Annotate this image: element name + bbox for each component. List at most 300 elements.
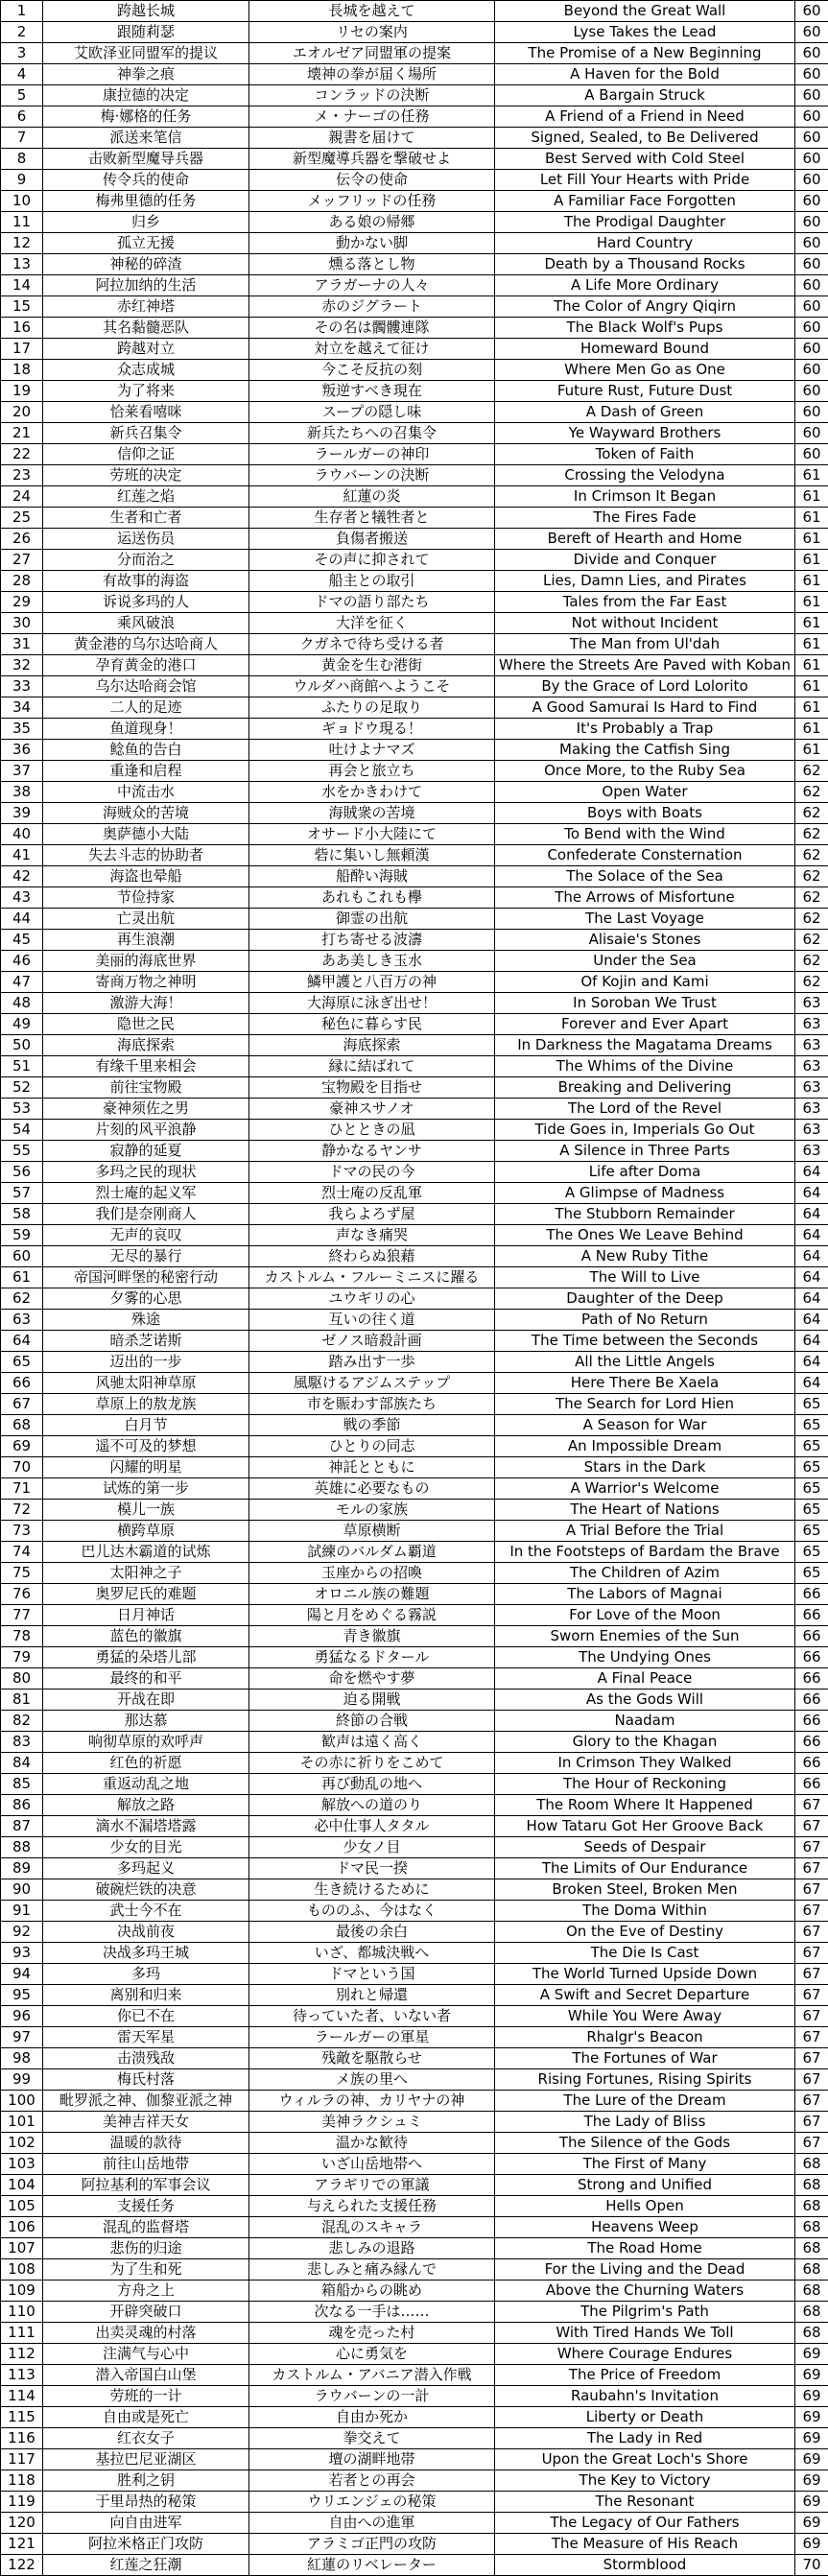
quest-number: 74 <box>1 1542 43 1563</box>
quest-name-japanese: オサード小大陸にて <box>249 824 495 845</box>
quest-name-japanese: 残敵を駆散らせ <box>249 2048 495 2069</box>
quest-name-english: Stars in the Dark <box>495 1457 795 1478</box>
quest-name-chinese: 方舟之上 <box>43 2281 249 2302</box>
quest-number: 36 <box>1 740 43 761</box>
quest-name-chinese: 悲伤的归途 <box>43 2238 249 2259</box>
table-row <box>1 1077 828 1099</box>
table-row <box>1 1858 828 1879</box>
quest-level: 67 <box>795 1879 828 1901</box>
quest-number: 15 <box>1 296 43 318</box>
quest-name-chinese: 遥不可及的梦想 <box>43 1436 249 1457</box>
quest-level: 62 <box>795 845 828 866</box>
quest-level: 69 <box>795 2386 828 2407</box>
quest-number: 33 <box>1 676 43 697</box>
table-row <box>1 1478 828 1500</box>
table-row <box>1 1943 828 1964</box>
quest-name-chinese: 奥罗尼氏的难题 <box>43 1584 249 1605</box>
quest-level: 61 <box>795 719 828 740</box>
quest-name-japanese: 美神ラクシュミ <box>249 2112 495 2133</box>
quest-name-japanese: 叛逆すべき現在 <box>249 381 495 402</box>
quest-name-english: The Color of Angry Qiqirn <box>495 296 795 318</box>
quest-name-english: A Final Peace <box>495 1668 795 1690</box>
quest-number: 38 <box>1 782 43 803</box>
quest-name-chinese: 暗杀芝诺斯 <box>43 1331 249 1352</box>
table-row <box>1 170 828 191</box>
table-row <box>1 529 828 550</box>
quest-number: 29 <box>1 592 43 613</box>
quest-name-chinese: 自由或是死亡 <box>43 2407 249 2428</box>
quest-name-chinese: 劳班的一计 <box>43 2386 249 2407</box>
quest-name-english: For Love of the Moon <box>495 1605 795 1626</box>
quest-name-chinese: 美丽的海底世界 <box>43 951 249 972</box>
table-row <box>1 972 828 993</box>
quest-number: 62 <box>1 1288 43 1310</box>
quest-name-japanese: 黄金を生む港街 <box>249 655 495 676</box>
quest-number: 18 <box>1 360 43 381</box>
quest-number: 98 <box>1 2048 43 2069</box>
quest-name-chinese: 寂静的延夏 <box>43 1141 249 1162</box>
quest-level: 62 <box>795 972 828 993</box>
quest-name-japanese: 自由への進軍 <box>249 2513 495 2534</box>
table-row <box>1 866 828 887</box>
quest-name-chinese: 日月神话 <box>43 1605 249 1626</box>
quest-name-english: Divide and Conquer <box>495 550 795 571</box>
quest-name-english: A Warrior's Welcome <box>495 1478 795 1500</box>
quest-name-chinese: 恰莱看嘻咪 <box>43 402 249 423</box>
quest-name-chinese: 节俭持家 <box>43 887 249 909</box>
table-row <box>1 1521 828 1542</box>
table-row <box>1 1373 828 1394</box>
quest-name-english: Stormblood <box>495 2555 795 2576</box>
quest-name-chinese: 传令兵的使命 <box>43 170 249 191</box>
quest-name-english: The Will to Live <box>495 1267 795 1288</box>
quest-name-chinese: 新兵召集令 <box>43 423 249 444</box>
quest-level: 63 <box>795 1035 828 1056</box>
quest-name-chinese: 模儿一族 <box>43 1500 249 1521</box>
quest-name-chinese: 帝国河畔堡的秘密行动 <box>43 1267 249 1288</box>
quest-number: 23 <box>1 465 43 486</box>
quest-name-english: The Children of Azim <box>495 1563 795 1584</box>
quest-name-japanese: ふたりの足取り <box>249 697 495 719</box>
quest-name-english: Signed, Sealed, to Be Delivered <box>495 128 795 149</box>
quest-name-japanese: リセの案内 <box>249 22 495 43</box>
quest-name-japanese: 迫る開戦 <box>249 1690 495 1711</box>
quest-level: 61 <box>795 634 828 655</box>
table-row <box>1 2323 828 2344</box>
quest-name-japanese: オロニル族の難題 <box>249 1584 495 1605</box>
quest-name-japanese: 草原横断 <box>249 1521 495 1542</box>
quest-name-chinese: 多玛之民的现状 <box>43 1162 249 1183</box>
quest-name-chinese: 雷天军星 <box>43 2027 249 2048</box>
quest-name-english: In Crimson They Walked <box>495 1753 795 1774</box>
table-row <box>1 1225 828 1246</box>
quest-name-japanese: 吐けよナマズ <box>249 740 495 761</box>
quest-name-chinese: 蓝色的徽旗 <box>43 1626 249 1647</box>
quest-name-japanese: 鱗甲護と八百万の神 <box>249 972 495 993</box>
quest-name-chinese: 支援任务 <box>43 2196 249 2217</box>
quest-name-japanese: 終節の合戦 <box>249 1711 495 1732</box>
quest-name-english: The Prodigal Daughter <box>495 212 795 233</box>
table-row <box>1 1457 828 1478</box>
quest-name-english: A Friend of a Friend in Need <box>495 106 795 128</box>
table-row <box>1 2386 828 2407</box>
quest-name-chinese: 美神吉祥天女 <box>43 2112 249 2133</box>
quest-name-japanese: 悲しみと痛み縁んで <box>249 2259 495 2281</box>
quest-name-chinese: 风驰太阳神草原 <box>43 1373 249 1394</box>
quest-name-english: Lies, Damn Lies, and Pirates <box>495 571 795 592</box>
quest-number: 52 <box>1 1077 43 1099</box>
quest-name-japanese: 混乱のスキャラ <box>249 2217 495 2238</box>
quest-name-japanese: あれもこれも欅 <box>249 887 495 909</box>
table-row <box>1 2407 828 2428</box>
quest-name-japanese: 秘色に暮らす民 <box>249 1014 495 1035</box>
quest-level: 69 <box>795 2365 828 2386</box>
quest-name-japanese: 新型魔導兵器を撃破せよ <box>249 149 495 170</box>
quest-name-english: The Heart of Nations <box>495 1500 795 1521</box>
quest-number: 56 <box>1 1162 43 1183</box>
quest-level: 62 <box>795 782 828 803</box>
quest-name-chinese: 勇猛的朵塔儿部 <box>43 1647 249 1668</box>
quest-name-japanese: 海底探索 <box>249 1035 495 1056</box>
quest-name-english: Bereft of Hearth and Home <box>495 529 795 550</box>
quest-level: 66 <box>795 1647 828 1668</box>
quest-number: 14 <box>1 275 43 296</box>
table-row <box>1 2133 828 2154</box>
quest-number: 111 <box>1 2323 43 2344</box>
table-row <box>1 444 828 465</box>
quest-level: 64 <box>795 1162 828 1183</box>
quest-number: 66 <box>1 1373 43 1394</box>
quest-level: 61 <box>795 655 828 676</box>
quest-name-english: Where the Streets Are Paved with Koban <box>495 655 795 676</box>
quest-name-japanese: 親書を届けて <box>249 128 495 149</box>
quest-name-japanese: ラウバーンの決断 <box>249 465 495 486</box>
quest-name-japanese: 今こそ反抗の刻 <box>249 360 495 381</box>
quest-name-english: As the Gods Will <box>495 1690 795 1711</box>
quest-name-japanese: 燻る落とし物 <box>249 254 495 275</box>
quest-level: 61 <box>795 508 828 529</box>
quest-name-japanese: 声なき痛哭 <box>249 1225 495 1246</box>
quest-name-chinese: 无尽的暴行 <box>43 1246 249 1267</box>
table-row <box>1 2112 828 2133</box>
quest-name-japanese: ラウバーンの一計 <box>249 2386 495 2407</box>
quest-name-english: Making the Catfish Sing <box>495 740 795 761</box>
quest-number: 24 <box>1 486 43 508</box>
quest-name-chinese: 阿拉米格正门攻防 <box>43 2534 249 2555</box>
quest-name-chinese: 滴水不漏塔塔露 <box>43 1816 249 1837</box>
table-row <box>1 1753 828 1774</box>
quest-number: 53 <box>1 1099 43 1120</box>
quest-level: 62 <box>795 761 828 782</box>
table-row <box>1 2048 828 2069</box>
quest-name-english: A Bargain Struck <box>495 85 795 106</box>
quest-level: 60 <box>795 170 828 191</box>
table-row <box>1 402 828 423</box>
table-row <box>1 1014 828 1035</box>
quest-name-japanese: 自由か死か <box>249 2407 495 2428</box>
quest-name-japanese: ドマの語り部たち <box>249 592 495 613</box>
quest-number: 48 <box>1 993 43 1014</box>
table-row <box>1 1352 828 1373</box>
quest-name-english: By the Grace of Lord Lolorito <box>495 676 795 697</box>
quest-name-chinese: 黄金港的乌尔达哈商人 <box>43 634 249 655</box>
quest-number: 96 <box>1 2006 43 2027</box>
quest-number: 97 <box>1 2027 43 2048</box>
table-row <box>1 275 828 296</box>
quest-name-english: Beyond the Great Wall <box>495 1 795 22</box>
quest-name-chinese: 跟随莉瑟 <box>43 22 249 43</box>
quest-name-chinese: 基拉巴尼亚湖区 <box>43 2449 249 2470</box>
table-row <box>1 1056 828 1077</box>
quest-name-english: In the Footsteps of Bardam the Brave <box>495 1542 795 1563</box>
quest-level: 69 <box>795 2534 828 2555</box>
quest-name-japanese: アラガーナの人々 <box>249 275 495 296</box>
table-row <box>1 1120 828 1141</box>
quest-level: 64 <box>795 1225 828 1246</box>
quest-name-japanese: 別れと帰還 <box>249 1985 495 2006</box>
table-row <box>1 1964 828 1985</box>
table-row <box>1 1922 828 1943</box>
table-row <box>1 951 828 972</box>
quest-number: 42 <box>1 866 43 887</box>
quest-number: 37 <box>1 761 43 782</box>
quest-name-japanese: 温かな歓待 <box>249 2133 495 2154</box>
table-row <box>1 2534 828 2555</box>
quest-level: 60 <box>795 149 828 170</box>
quest-number: 45 <box>1 930 43 951</box>
quest-level: 62 <box>795 803 828 824</box>
quest-name-chinese: 海贼众的苦境 <box>43 803 249 824</box>
quest-name-chinese: 众志成城 <box>43 360 249 381</box>
quest-level: 61 <box>795 613 828 634</box>
quest-name-chinese: 激游大海！ <box>43 993 249 1014</box>
quest-name-japanese: ウルダハ商館へようこそ <box>249 676 495 697</box>
table-row <box>1 1816 828 1837</box>
table-row <box>1 212 828 233</box>
quest-level: 67 <box>795 1837 828 1858</box>
quest-number: 100 <box>1 2091 43 2112</box>
table-row <box>1 1774 828 1795</box>
quest-level: 64 <box>795 1331 828 1352</box>
table-row <box>1 782 828 803</box>
quest-name-japanese: 壊神の拳が届く場所 <box>249 64 495 85</box>
quest-number: 41 <box>1 845 43 866</box>
quest-number: 89 <box>1 1858 43 1879</box>
quest-level: 65 <box>795 1394 828 1415</box>
quest-name-japanese: エオルゼア同盟軍の提案 <box>249 43 495 64</box>
quest-name-japanese: 動かない脚 <box>249 233 495 254</box>
quest-name-english: The Ones We Leave Behind <box>495 1225 795 1246</box>
quest-number: 27 <box>1 550 43 571</box>
quest-name-english: It's Probably a Trap <box>495 719 795 740</box>
table-row <box>1 2175 828 2196</box>
quest-level: 62 <box>795 951 828 972</box>
quest-name-japanese: 箱船からの眺め <box>249 2281 495 2302</box>
table-row <box>1 2365 828 2386</box>
table-row <box>1 1584 828 1605</box>
quest-name-english: The Limits of Our Endurance <box>495 1858 795 1879</box>
quest-name-chinese: 有缘千里来相会 <box>43 1056 249 1077</box>
quest-name-japanese: 最後の余白 <box>249 1922 495 1943</box>
quest-number: 5 <box>1 85 43 106</box>
quest-number: 91 <box>1 1901 43 1922</box>
quest-name-english: Liberty or Death <box>495 2407 795 2428</box>
quest-level: 60 <box>795 296 828 318</box>
quest-name-chinese: 夕雾的心思 <box>43 1288 249 1310</box>
quest-name-english: A Life More Ordinary <box>495 275 795 296</box>
quest-level: 63 <box>795 993 828 1014</box>
quest-name-japanese: メッフリッドの任務 <box>249 191 495 212</box>
quest-name-chinese: 太阳神之子 <box>43 1563 249 1584</box>
quest-name-chinese: 草原上的敖龙族 <box>43 1394 249 1415</box>
quest-level: 65 <box>795 1542 828 1563</box>
table-row <box>1 1267 828 1288</box>
quest-name-chinese: 梅·娜格的任务 <box>43 106 249 128</box>
table-row <box>1 761 828 782</box>
quest-number: 92 <box>1 1922 43 1943</box>
quest-name-english: A Glimpse of Madness <box>495 1183 795 1204</box>
quest-name-english: To Bend with the Wind <box>495 824 795 845</box>
quest-level: 68 <box>795 2323 828 2344</box>
quest-level: 66 <box>795 1774 828 1795</box>
quest-level: 69 <box>795 2428 828 2449</box>
quest-name-english: In Soroban We Trust <box>495 993 795 1014</box>
quest-name-chinese: 红色的祈愿 <box>43 1753 249 1774</box>
quest-level: 63 <box>795 1099 828 1120</box>
quest-number: 63 <box>1 1310 43 1331</box>
quest-name-english: Where Courage Endures <box>495 2344 795 2365</box>
quest-level: 62 <box>795 909 828 930</box>
quest-name-japanese: アラギリでの軍議 <box>249 2175 495 2196</box>
quest-name-chinese: 击败新型魔导兵器 <box>43 149 249 170</box>
quest-level: 62 <box>795 824 828 845</box>
quest-level: 60 <box>795 106 828 128</box>
quest-name-english: Rising Fortunes, Rising Spirits <box>495 2069 795 2091</box>
quest-name-japanese: 負傷者搬送 <box>249 529 495 550</box>
quest-name-japanese: ある娘の帰郷 <box>249 212 495 233</box>
quest-name-chinese: 神秘的碎渣 <box>43 254 249 275</box>
quest-name-japanese: メ・ナーゴの任務 <box>249 106 495 128</box>
quest-name-japanese: メ族の里へ <box>249 2069 495 2091</box>
table-row <box>1 1288 828 1310</box>
quest-level: 68 <box>795 2281 828 2302</box>
quest-name-english: The Pilgrim's Path <box>495 2302 795 2323</box>
quest-level: 68 <box>795 2154 828 2175</box>
quest-name-japanese: 命を燃やす夢 <box>249 1668 495 1690</box>
quest-name-english: Raubahn's Invitation <box>495 2386 795 2407</box>
quest-name-english: All the Little Angels <box>495 1352 795 1373</box>
quest-name-japanese: 打ち寄せる波濤 <box>249 930 495 951</box>
quest-number: 67 <box>1 1394 43 1415</box>
quest-name-japanese: ひとときの凪 <box>249 1120 495 1141</box>
table-row <box>1 803 828 824</box>
quest-level: 67 <box>795 2091 828 2112</box>
quest-name-chinese: 康拉德的决定 <box>43 85 249 106</box>
quest-level: 66 <box>795 1626 828 1647</box>
quest-name-english: Token of Faith <box>495 444 795 465</box>
quest-number: 21 <box>1 423 43 444</box>
quest-name-japanese: 砦に集いし無頼漢 <box>249 845 495 866</box>
quest-name-japanese: ラールガーの軍星 <box>249 2027 495 2048</box>
table-row <box>1 22 828 43</box>
quest-level: 60 <box>795 233 828 254</box>
quest-name-english: The Fortunes of War <box>495 2048 795 2069</box>
quest-name-english: The Resonant <box>495 2492 795 2513</box>
quest-number: 85 <box>1 1774 43 1795</box>
quest-name-japanese: 静かなるヤンサ <box>249 1141 495 1162</box>
quest-number: 101 <box>1 2112 43 2133</box>
quest-name-chinese: 阿拉加纳的生活 <box>43 275 249 296</box>
quest-level: 61 <box>795 592 828 613</box>
quest-name-japanese: いざ、都城決戦へ <box>249 1943 495 1964</box>
quest-number: 121 <box>1 2534 43 2555</box>
quest-name-english: The Arrows of Misfortune <box>495 887 795 909</box>
quest-name-english: The Lady in Red <box>495 2428 795 2449</box>
quest-name-english: The World Turned Upside Down <box>495 1964 795 1985</box>
quest-number: 3 <box>1 43 43 64</box>
quest-name-english: The Road Home <box>495 2238 795 2259</box>
quest-level: 63 <box>795 1056 828 1077</box>
quest-name-english: In Darkness the Magatama Dreams <box>495 1035 795 1056</box>
quest-level: 67 <box>795 2048 828 2069</box>
quest-level: 68 <box>795 2196 828 2217</box>
table-row <box>1 1415 828 1436</box>
quest-name-japanese: 生き続けるために <box>249 1879 495 1901</box>
table-row <box>1 2217 828 2238</box>
quest-name-chinese: 最终的和平 <box>43 1668 249 1690</box>
quest-name-english: For the Living and the Dead <box>495 2259 795 2281</box>
quest-number: 51 <box>1 1056 43 1077</box>
quest-name-chinese: 横跨草原 <box>43 1521 249 1542</box>
quest-name-chinese: 那达慕 <box>43 1711 249 1732</box>
table-row <box>1 740 828 761</box>
quest-name-english: The Last Voyage <box>495 909 795 930</box>
quest-level: 69 <box>795 2470 828 2492</box>
table-row <box>1 465 828 486</box>
table-row <box>1 2091 828 2112</box>
quest-name-chinese: 运送伤员 <box>43 529 249 550</box>
table-row <box>1 318 828 339</box>
quest-name-japanese: 陽と月をめぐる霧説 <box>249 1605 495 1626</box>
quest-name-english: The Legacy of Our Fathers <box>495 2513 795 2534</box>
quest-number: 59 <box>1 1225 43 1246</box>
quest-name-japanese: ドマ民一揆 <box>249 1858 495 1879</box>
table-row <box>1 508 828 529</box>
quest-name-english: Heavens Weep <box>495 2217 795 2238</box>
quest-name-english: Homeward Bound <box>495 339 795 360</box>
quest-name-english: A Good Samurai Is Hard to Find <box>495 697 795 719</box>
quest-name-english: The Lure of the Dream <box>495 2091 795 2112</box>
quest-name-english: Seeds of Despair <box>495 1837 795 1858</box>
quest-name-japanese: その名は髑髏連隊 <box>249 318 495 339</box>
table-row <box>1 64 828 85</box>
quest-name-chinese: 为了将来 <box>43 381 249 402</box>
quest-number: 76 <box>1 1584 43 1605</box>
quest-level: 67 <box>795 2027 828 2048</box>
quest-name-english: Rhalgr's Beacon <box>495 2027 795 2048</box>
quest-name-english: Sworn Enemies of the Sun <box>495 1626 795 1647</box>
quest-number: 105 <box>1 2196 43 2217</box>
quest-name-english: The Man from Ul'dah <box>495 634 795 655</box>
quest-level: 60 <box>795 381 828 402</box>
quest-level: 64 <box>795 1246 828 1267</box>
table-row <box>1 613 828 634</box>
table-row <box>1 1331 828 1352</box>
quest-level: 64 <box>795 1267 828 1288</box>
quest-name-chinese: 诉说多玛的人 <box>43 592 249 613</box>
table-row <box>1 1035 828 1056</box>
quest-name-chinese: 毗罗派之神、伽黎亚派之神 <box>43 2091 249 2112</box>
